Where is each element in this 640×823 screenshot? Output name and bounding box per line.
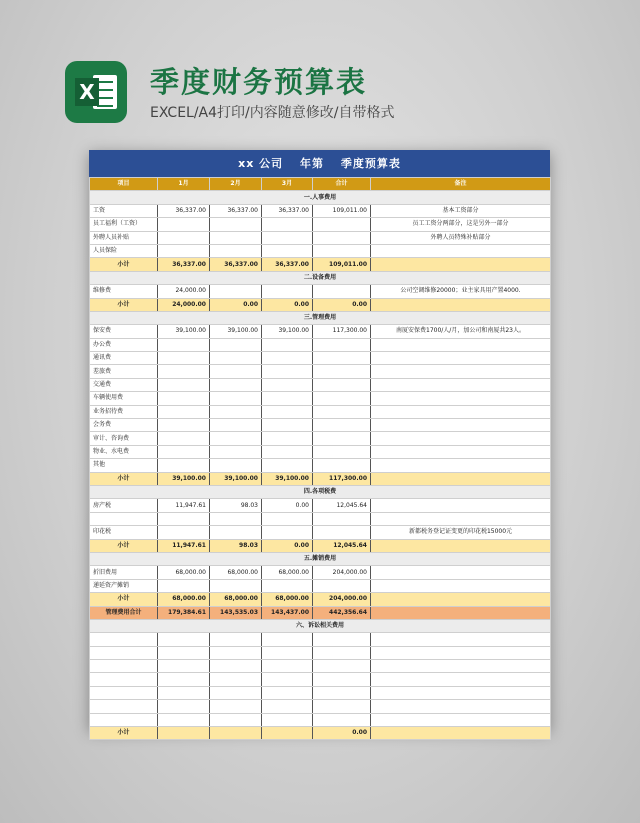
cell-item: 小计 [90, 539, 158, 552]
cell-feb [210, 700, 262, 713]
cell-jan: 179,384.61 [158, 606, 210, 619]
cell-note [371, 512, 551, 525]
cell-mar [262, 285, 313, 298]
cell-feb: 143,535.03 [210, 606, 262, 619]
cell-note [371, 405, 551, 418]
section-header-row [90, 619, 551, 632]
cell-mar [262, 512, 313, 525]
cell-note [371, 298, 551, 311]
cell-feb [210, 231, 262, 244]
grand-total-row [90, 606, 551, 619]
cell-feb [210, 338, 262, 351]
cell-jan: 11,947.61 [158, 539, 210, 552]
cell-jan [158, 660, 210, 673]
cell-feb [210, 218, 262, 231]
table-row [90, 204, 551, 217]
cell-note [371, 392, 551, 405]
cell-jan [158, 673, 210, 686]
cell-jan [158, 445, 210, 458]
cell-feb [210, 713, 262, 726]
excel-logo-icon [65, 61, 127, 123]
cell-jan: 36,337.00 [158, 204, 210, 217]
cell-mar [262, 338, 313, 351]
cell-jan [158, 218, 210, 231]
table-row [90, 566, 551, 579]
cell-feb [210, 405, 262, 418]
table-row [90, 459, 551, 472]
cell-item [90, 512, 158, 525]
cell-item: 办公费 [90, 338, 158, 351]
cell-feb [210, 419, 262, 432]
cell-jan: 24,000.00 [158, 285, 210, 298]
cell-total [313, 633, 371, 646]
cell-item: 会务费 [90, 419, 158, 432]
cell-item: 印花税 [90, 526, 158, 539]
cell-jan [158, 432, 210, 445]
cell-feb [210, 244, 262, 257]
cell-feb [210, 392, 262, 405]
cell-jan: 24,000.00 [158, 298, 210, 311]
cell-total: 117,300.00 [313, 472, 371, 485]
cell-jan [158, 713, 210, 726]
cell-total [313, 352, 371, 365]
cell-item: 递延资产摊销 [90, 579, 158, 592]
cell-jan [158, 526, 210, 539]
subtotal-row [90, 298, 551, 311]
cell-note: 新都税务登记证变更的印花税15000元 [371, 526, 551, 539]
cell-feb: 98.03 [210, 499, 262, 512]
section-header-row [90, 271, 551, 284]
cell-note [371, 338, 551, 351]
cell-jan: 39,100.00 [158, 325, 210, 338]
cell-mar: 68,000.00 [262, 566, 313, 579]
table-row [90, 231, 551, 244]
cell-total [313, 579, 371, 592]
cell-note [371, 365, 551, 378]
cell-feb: 98.03 [210, 539, 262, 552]
cell-feb [210, 285, 262, 298]
cell-total: 0.00 [313, 298, 371, 311]
cell-total [313, 432, 371, 445]
cell-mar: 143,437.00 [262, 606, 313, 619]
header-total: 合计 [313, 178, 371, 191]
cell-mar: 0.00 [262, 539, 313, 552]
cell-feb [210, 686, 262, 699]
subtotal-row [90, 539, 551, 552]
page-subtitle: EXCEL/A4打印/内容随意修改/自带格式 [150, 105, 395, 121]
cell-feb: 36,337.00 [210, 204, 262, 217]
cell-mar [262, 378, 313, 391]
cell-jan [158, 419, 210, 432]
cell-total [313, 459, 371, 472]
cell-jan [158, 231, 210, 244]
cell-jan [158, 392, 210, 405]
cell-total [313, 285, 371, 298]
cell-item [90, 660, 158, 673]
cell-note [371, 472, 551, 485]
cell-item [90, 713, 158, 726]
cell-note [371, 378, 551, 391]
table-row [90, 579, 551, 592]
cell-feb [210, 352, 262, 365]
cell-total: 12,045.64 [313, 499, 371, 512]
cell-item: 通讯费 [90, 352, 158, 365]
cell-item: 小计 [90, 727, 158, 740]
cell-jan [158, 365, 210, 378]
cell-feb [210, 579, 262, 592]
cell-jan [158, 727, 210, 740]
cell-mar [262, 660, 313, 673]
page-title: 季度财务预算表 [150, 65, 368, 99]
cell-jan [158, 352, 210, 365]
table-row [90, 419, 551, 432]
cell-note [371, 459, 551, 472]
cell-mar [262, 727, 313, 740]
cell-item: 外聘人员补贴 [90, 231, 158, 244]
cell-feb [210, 459, 262, 472]
cell-total [313, 392, 371, 405]
table-row [90, 218, 551, 231]
cell-note: 公司空调维修20000；业主家具用产置4000. [371, 285, 551, 298]
cell-feb [210, 432, 262, 445]
cell-mar [262, 244, 313, 257]
section-label: 五.摊销费用 [90, 552, 551, 565]
cell-note [371, 258, 551, 271]
cell-item: 交通费 [90, 378, 158, 391]
cell-total [313, 660, 371, 673]
sheet-title: xx 公司 年第 季度预算表 [89, 150, 550, 177]
cell-total [313, 686, 371, 699]
cell-total [313, 713, 371, 726]
subtotal-row [90, 472, 551, 485]
cell-mar [262, 419, 313, 432]
cell-total: 204,000.00 [313, 593, 371, 606]
cell-note [371, 606, 551, 619]
cell-feb: 39,100.00 [210, 325, 262, 338]
cell-note: 基本工资部分 [371, 204, 551, 217]
cell-jan: 68,000.00 [158, 593, 210, 606]
cell-note [371, 566, 551, 579]
cell-total [313, 445, 371, 458]
cell-mar [262, 445, 313, 458]
cell-mar [262, 686, 313, 699]
cell-jan [158, 405, 210, 418]
table-row [90, 432, 551, 445]
table-row [90, 686, 551, 699]
cell-total: 109,011.00 [313, 204, 371, 217]
table-row [90, 325, 551, 338]
cell-note [371, 646, 551, 659]
cell-note [371, 593, 551, 606]
cell-feb: 39,100.00 [210, 472, 262, 485]
cell-total: 442,356.64 [313, 606, 371, 619]
cell-feb [210, 673, 262, 686]
cell-total [313, 231, 371, 244]
header-mar: 3月 [262, 178, 313, 191]
cell-mar: 36,337.00 [262, 204, 313, 217]
cell-feb: 36,337.00 [210, 258, 262, 271]
cell-feb [210, 646, 262, 659]
cell-note [371, 673, 551, 686]
table-row [90, 646, 551, 659]
cell-total: 12,045.64 [313, 539, 371, 552]
cell-item [90, 686, 158, 699]
cell-feb [210, 445, 262, 458]
cell-mar [262, 218, 313, 231]
cell-feb [210, 660, 262, 673]
cell-total [313, 512, 371, 525]
table-row [90, 673, 551, 686]
section-label: 四.各项税费 [90, 485, 551, 498]
table-row [90, 660, 551, 673]
cell-item [90, 633, 158, 646]
cell-feb [210, 365, 262, 378]
cell-mar: 36,337.00 [262, 258, 313, 271]
cell-feb: 68,000.00 [210, 566, 262, 579]
cell-item: 业务招待费 [90, 405, 158, 418]
table-header-row [90, 178, 551, 191]
cell-note [371, 633, 551, 646]
section-header-row [90, 552, 551, 565]
cell-jan [158, 646, 210, 659]
cell-total [313, 419, 371, 432]
cell-total [313, 338, 371, 351]
cell-jan [158, 378, 210, 391]
subtotal-row [90, 593, 551, 606]
subtotal-row [90, 727, 551, 740]
cell-note [371, 660, 551, 673]
cell-mar [262, 646, 313, 659]
cell-total [313, 700, 371, 713]
cell-note: 外聘人员特殊补贴部分 [371, 231, 551, 244]
cell-feb [210, 378, 262, 391]
section-label: 六、诉讼相关费用 [90, 619, 551, 632]
cell-note [371, 539, 551, 552]
cell-feb: 0.00 [210, 298, 262, 311]
cell-mar [262, 365, 313, 378]
cell-total [313, 646, 371, 659]
cell-jan [158, 686, 210, 699]
table-row [90, 445, 551, 458]
cell-item: 员工福利（工资） [90, 218, 158, 231]
table-row [90, 285, 551, 298]
cell-note [371, 686, 551, 699]
cell-total: 204,000.00 [313, 566, 371, 579]
table-row [90, 338, 551, 351]
cell-total: 0.00 [313, 727, 371, 740]
cell-total [313, 218, 371, 231]
table-row [90, 512, 551, 525]
cell-mar [262, 231, 313, 244]
table-row [90, 633, 551, 646]
header-note: 备注 [371, 178, 551, 191]
header-item: 项目 [90, 178, 158, 191]
cell-mar [262, 713, 313, 726]
cell-mar [262, 579, 313, 592]
cell-item: 保安费 [90, 325, 158, 338]
section-label: 一.人事费用 [90, 191, 551, 204]
cell-jan [158, 244, 210, 257]
cell-jan [158, 579, 210, 592]
cell-item: 折旧费用 [90, 566, 158, 579]
cell-note [371, 727, 551, 740]
cell-jan [158, 459, 210, 472]
cell-feb [210, 727, 262, 740]
cell-note: 南厦安保费1700/人/月，加公司和南厦共23人。 [371, 325, 551, 338]
header-jan: 1月 [158, 178, 210, 191]
cell-total [313, 673, 371, 686]
cell-feb [210, 633, 262, 646]
cell-item: 人员保险 [90, 244, 158, 257]
cell-feb: 68,000.00 [210, 593, 262, 606]
cell-item: 小计 [90, 472, 158, 485]
section-label: 三.管理费用 [90, 311, 551, 324]
spreadsheet-preview [89, 150, 550, 737]
cell-total: 117,300.00 [313, 325, 371, 338]
cell-mar: 0.00 [262, 499, 313, 512]
cell-feb [210, 526, 262, 539]
cell-jan [158, 633, 210, 646]
cell-item [90, 673, 158, 686]
section-header-row [90, 191, 551, 204]
table-row [90, 526, 551, 539]
cell-total [313, 405, 371, 418]
cell-mar [262, 392, 313, 405]
cell-item: 物业、水电费 [90, 445, 158, 458]
cell-feb [210, 512, 262, 525]
cell-item: 小计 [90, 258, 158, 271]
cell-total [313, 378, 371, 391]
cell-mar [262, 526, 313, 539]
section-header-row [90, 485, 551, 498]
header-feb: 2月 [210, 178, 262, 191]
cell-mar [262, 700, 313, 713]
cell-total [313, 526, 371, 539]
cell-note [371, 419, 551, 432]
cell-note [371, 445, 551, 458]
cell-jan: 68,000.00 [158, 566, 210, 579]
table-row [90, 352, 551, 365]
cell-mar [262, 432, 313, 445]
cell-item: 房产税 [90, 499, 158, 512]
cell-jan [158, 512, 210, 525]
cell-item: 其他 [90, 459, 158, 472]
cell-mar [262, 633, 313, 646]
cell-note [371, 499, 551, 512]
cell-jan [158, 338, 210, 351]
cell-jan: 36,337.00 [158, 258, 210, 271]
cell-mar: 39,100.00 [262, 325, 313, 338]
cell-mar [262, 673, 313, 686]
table-row [90, 713, 551, 726]
subtotal-row [90, 258, 551, 271]
table-row [90, 700, 551, 713]
table-row [90, 392, 551, 405]
section-header-row [90, 311, 551, 324]
cell-item [90, 646, 158, 659]
cell-item [90, 700, 158, 713]
cell-item: 小计 [90, 593, 158, 606]
cell-mar [262, 405, 313, 418]
table-row [90, 244, 551, 257]
cell-mar: 68,000.00 [262, 593, 313, 606]
cell-total: 109,011.00 [313, 258, 371, 271]
cell-item: 车辆使用费 [90, 392, 158, 405]
cell-item: 维修费 [90, 285, 158, 298]
cell-mar [262, 459, 313, 472]
cell-item: 工资 [90, 204, 158, 217]
cell-note [371, 700, 551, 713]
cell-note [371, 579, 551, 592]
cell-mar: 0.00 [262, 298, 313, 311]
cell-jan: 11,947.61 [158, 499, 210, 512]
cell-jan [158, 700, 210, 713]
cell-note [371, 713, 551, 726]
table-body [90, 191, 551, 740]
cell-item: 审计、咨询费 [90, 432, 158, 445]
cell-mar [262, 352, 313, 365]
cell-item: 管理费用合计 [90, 606, 158, 619]
cell-note [371, 244, 551, 257]
cell-total [313, 244, 371, 257]
logo-letter: X [75, 78, 99, 106]
cell-item: 差旅费 [90, 365, 158, 378]
cell-jan: 39,100.00 [158, 472, 210, 485]
table-row [90, 378, 551, 391]
budget-table [89, 177, 551, 740]
table-row [90, 499, 551, 512]
cell-mar: 39,100.00 [262, 472, 313, 485]
cell-item: 小计 [90, 298, 158, 311]
cell-note [371, 352, 551, 365]
cell-note: 员工工资分两部分，这是另外一部分 [371, 218, 551, 231]
cell-total [313, 365, 371, 378]
cell-note [371, 432, 551, 445]
table-row [90, 405, 551, 418]
section-label: 二.设备费用 [90, 271, 551, 284]
table-row [90, 365, 551, 378]
